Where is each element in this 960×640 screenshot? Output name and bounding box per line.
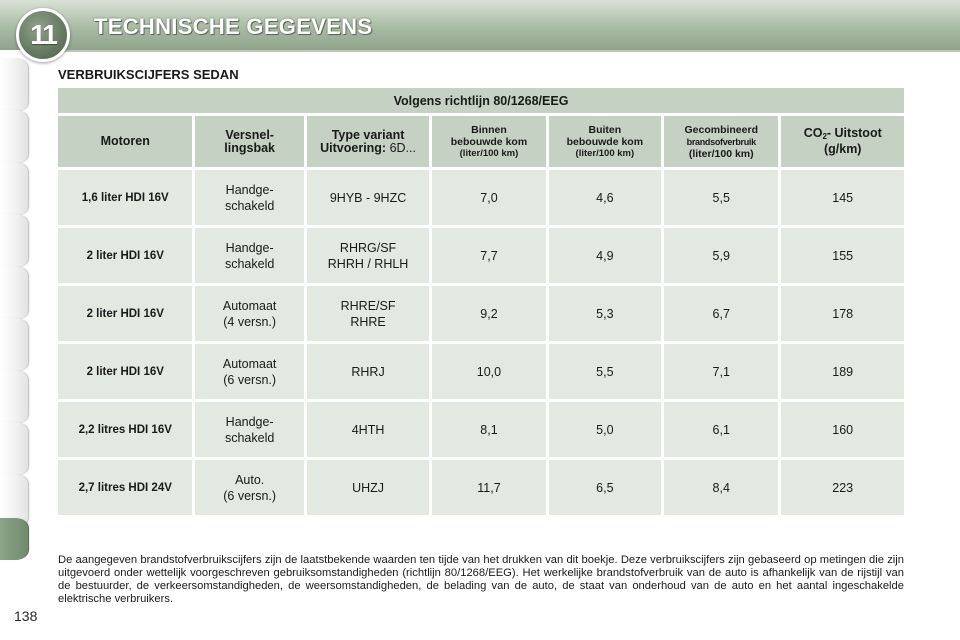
cell-type-variant <box>307 170 429 225</box>
cell-urban <box>432 344 545 399</box>
cell-type-variant <box>307 228 429 283</box>
cell-gearbox-line2: (4 versn.) <box>223 314 277 329</box>
cell-gearbox-line1: Automaat <box>222 298 277 313</box>
cell-extra-urban <box>549 402 661 457</box>
cell-engine <box>58 460 192 515</box>
cell-combined <box>664 344 778 399</box>
cell-gearbox <box>195 402 303 457</box>
cell-engine <box>58 228 192 283</box>
cell-gearbox-line1: Automaat <box>222 356 277 371</box>
col-header-motor <box>58 116 192 167</box>
table-body <box>58 170 904 515</box>
cell-gearbox-line2: (6 versn.) <box>223 488 277 503</box>
cell-engine <box>58 286 192 341</box>
cell-type-variant-line1: RHRG/SF <box>339 240 397 255</box>
chapter-tab-5[interactable] <box>0 266 29 320</box>
chapter-tab-3[interactable] <box>0 162 29 216</box>
cell-co2-line1: 223 <box>832 480 854 495</box>
cell-type-variant-line2: RHRE <box>350 314 386 329</box>
cell-engine-line1: 2 liter HDI 16V <box>86 307 164 320</box>
section-title: VERBRUIKSCIJFERS SEDAN <box>58 67 239 82</box>
col-header-combined-unit: (liter/100 km) <box>688 147 754 160</box>
chapter-tabs <box>0 58 32 618</box>
header-divider <box>58 50 960 52</box>
cell-urban <box>432 228 545 283</box>
chapter-tab-2[interactable] <box>0 110 29 164</box>
col-header-type <box>307 116 429 167</box>
cell-extra-urban <box>549 170 661 225</box>
cell-engine <box>58 170 192 225</box>
cell-urban-line1: 8,1 <box>480 422 498 437</box>
page-number: 138 <box>14 608 38 624</box>
cell-gearbox-line2: (6 versn.) <box>223 372 277 387</box>
consumption-table <box>55 85 907 518</box>
cell-extra-urban <box>549 286 661 341</box>
col-header-urban-unit: (liter/100 km) <box>459 147 519 159</box>
col-header-urban <box>432 116 545 167</box>
table-row <box>58 402 904 457</box>
cell-combined-line1: 6,1 <box>712 422 730 437</box>
cell-type-variant <box>307 460 429 515</box>
col-header-type-line2-value: 6D... <box>386 140 416 155</box>
cell-gearbox-line2: schakeld <box>224 430 275 445</box>
col-header-type-line2: Uitvoering: <box>320 140 387 155</box>
cell-urban-line1: 9,2 <box>480 306 498 321</box>
table-header-row <box>58 116 904 167</box>
cell-type-variant <box>307 286 429 341</box>
chapter-tab-11-active[interactable] <box>0 518 29 560</box>
table-directive-row <box>58 88 904 113</box>
col-header-extra-urban <box>549 116 661 167</box>
cell-gearbox-line1: Auto. <box>235 472 265 487</box>
cell-engine-line1: 1,6 liter HDI 16V <box>81 191 169 204</box>
cell-co2 <box>781 460 904 515</box>
cell-extra-urban-line1: 5,3 <box>596 306 614 321</box>
cell-urban <box>432 286 545 341</box>
cell-gearbox <box>195 286 303 341</box>
cell-co2-line1: 145 <box>832 190 854 205</box>
cell-urban-line1: 10,0 <box>476 364 502 379</box>
col-header-extra-unit: (liter/100 km) <box>575 147 635 159</box>
chapter-tab-8[interactable] <box>0 422 29 476</box>
col-header-combined-line1: Gecombineerd <box>684 123 758 136</box>
cell-combined <box>664 228 778 283</box>
cell-gearbox <box>195 460 303 515</box>
cell-co2 <box>781 344 904 399</box>
cell-combined-line1: 5,9 <box>712 248 730 263</box>
col-header-co2-unit: (g/km) <box>823 142 862 156</box>
chapter-number: 11 <box>30 19 56 50</box>
cell-gearbox <box>195 170 303 225</box>
cell-gearbox-line1: Handge- <box>225 182 274 197</box>
col-header-gearbox-line1: Versnel- <box>225 127 274 142</box>
cell-extra-urban-line1: 6,5 <box>596 480 614 495</box>
cell-combined-line1: 8,4 <box>712 480 730 495</box>
chapter-tab-7[interactable] <box>0 370 29 424</box>
cell-engine-line1: 2,2 litres HDI 16V <box>78 423 172 436</box>
cell-urban-line1: 7,0 <box>480 190 498 205</box>
cell-extra-urban <box>549 460 661 515</box>
cell-urban <box>432 460 545 515</box>
cell-co2-line1: 155 <box>832 248 854 263</box>
table-row <box>58 170 904 225</box>
table-row <box>58 286 904 341</box>
cell-type-variant <box>307 344 429 399</box>
col-header-motor-text: Motoren <box>100 134 150 148</box>
cell-extra-urban-line1: 4,6 <box>596 190 614 205</box>
cell-extra-urban <box>549 344 661 399</box>
col-header-urban-line1: Binnen <box>471 123 507 136</box>
cell-urban-line1: 7,7 <box>480 248 498 263</box>
cell-combined-line1: 7,1 <box>712 364 730 379</box>
cell-combined <box>664 402 778 457</box>
cell-gearbox <box>195 344 303 399</box>
col-header-combined <box>664 116 778 167</box>
cell-urban <box>432 402 545 457</box>
cell-type-variant-line1: 9HYB - 9HZC <box>329 190 407 205</box>
cell-type-variant-line1: RHRE/SF <box>340 298 396 313</box>
cell-type-variant-line2: RHRH / RHLH <box>327 256 409 271</box>
cell-urban <box>432 170 545 225</box>
cell-combined-line1: 5,5 <box>712 190 730 205</box>
cell-engine <box>58 402 192 457</box>
cell-extra-urban-line1: 4,9 <box>596 248 614 263</box>
col-header-extra-line1: Buiten <box>588 123 622 136</box>
col-header-gearbox-line2: lingsbak <box>224 140 276 155</box>
cell-gearbox-line1: Handge- <box>225 240 274 255</box>
cell-urban-line1: 11,7 <box>477 480 501 495</box>
directive-label: Volgens richtlijn 80/1268/EEG <box>58 88 904 113</box>
col-header-combined-line2: brandsofverbruik <box>686 136 756 147</box>
cell-co2 <box>781 402 904 457</box>
chapter-tab-1[interactable] <box>0 58 29 112</box>
cell-engine-line1: 2 liter HDI 16V <box>86 249 164 262</box>
cell-co2-line1: 189 <box>832 364 854 379</box>
cell-extra-urban-line1: 5,0 <box>596 422 614 437</box>
table-row <box>58 460 904 515</box>
cell-gearbox-line2: schakeld <box>224 256 275 271</box>
cell-engine <box>58 344 192 399</box>
cell-co2-line1: 160 <box>832 422 854 437</box>
col-header-extra-line2: bebouwde kom <box>566 135 644 148</box>
cell-type-variant-line1: UHZJ <box>352 480 385 495</box>
col-header-urban-line2: bebouwde kom <box>450 135 528 148</box>
table-row <box>58 344 904 399</box>
page-title: TECHNISCHE GEGEVENS <box>94 14 373 39</box>
col-header-co2-subscript: 2 <box>822 132 827 141</box>
col-header-co2-suffix: - Uitstoot <box>826 126 882 140</box>
cell-engine-line1: 2,7 litres HDI 24V <box>78 481 172 494</box>
table-row <box>58 228 904 283</box>
cell-combined <box>664 170 778 225</box>
footnote: De aangegeven brandstofverbruikscijfers zijn de laatstbekende waarden ten tijde van het drukken van dit boekje. Deze verbruikscijfers zijn gebaseerd op metingen die zijn uitgevoerd onder wettelijk voorgeschreven gebruiksomstandigheden (richtlijn 80/1268/EEG). Het werkelijke brandstofverbruik van de auto is afhankelijk van de rijstijl van de bestuurder, de verkeersomstandigheden, de weersomstandigheden, de belading van de auto, de staat van onderhoud van de auto en het aantal ingeschakelde elektrische verbruikers. <box>58 554 904 605</box>
cell-type-variant-line1: 4HTH <box>351 422 385 437</box>
cell-co2 <box>781 286 904 341</box>
col-header-co2-prefix: CO <box>803 126 823 140</box>
col-header-co2 <box>781 116 904 167</box>
chapter-badge <box>16 8 70 62</box>
cell-combined <box>664 460 778 515</box>
cell-co2 <box>781 228 904 283</box>
cell-combined <box>664 286 778 341</box>
cell-type-variant <box>307 402 429 457</box>
cell-co2 <box>781 170 904 225</box>
cell-co2-line1: 178 <box>832 306 854 321</box>
cell-combined-line1: 6,7 <box>712 306 730 321</box>
cell-type-variant-line1: RHRJ <box>351 364 385 379</box>
cell-extra-urban-line1: 5,5 <box>596 364 614 379</box>
cell-gearbox <box>195 228 303 283</box>
cell-extra-urban <box>549 228 661 283</box>
cell-gearbox-line1: Handge- <box>225 414 274 429</box>
cell-engine-line1: 2 liter HDI 16V <box>86 365 164 378</box>
chapter-tab-6[interactable] <box>0 318 29 372</box>
cell-gearbox-line2: schakeld <box>224 198 275 213</box>
consumption-table-wrapper <box>58 88 904 515</box>
col-header-type-line1: Type variant <box>331 127 405 142</box>
chapter-tab-4[interactable] <box>0 214 29 268</box>
col-header-gearbox <box>195 116 303 167</box>
